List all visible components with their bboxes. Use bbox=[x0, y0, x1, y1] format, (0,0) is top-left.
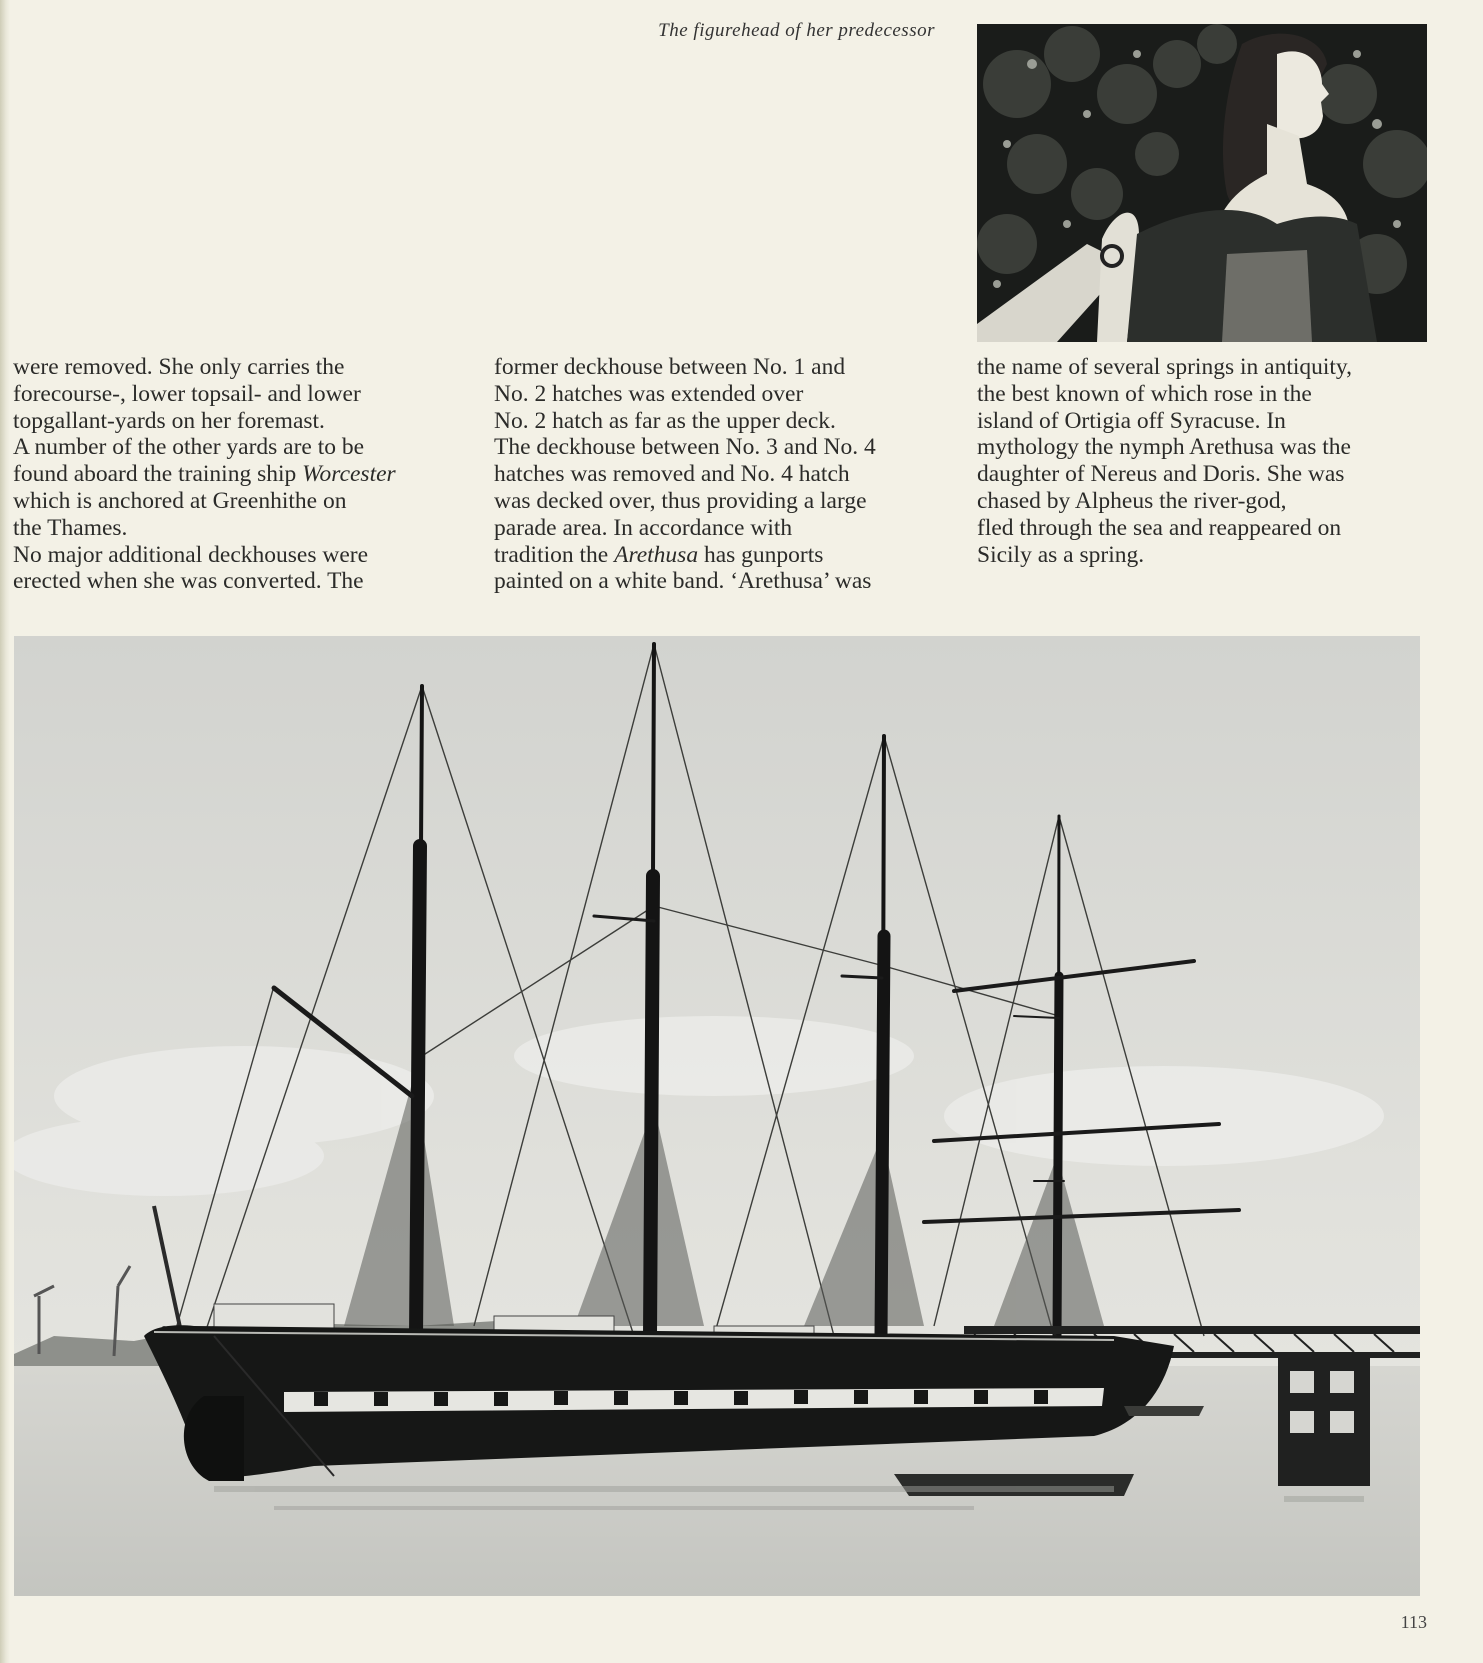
text-line: erected when she was converted. The bbox=[13, 568, 364, 595]
text-line: parade area. In accordance with bbox=[494, 514, 793, 541]
text-column-3 bbox=[977, 354, 1437, 568]
text-line: tradition the Arethusa has gunports bbox=[494, 541, 824, 568]
text-line: chased by Alpheus the river-god, bbox=[977, 487, 1287, 514]
text-line: No. 2 hatches was extended over bbox=[494, 380, 804, 407]
text-line: were removed. She only carries the bbox=[13, 354, 345, 380]
text-line: A number of the other yards are to be bbox=[13, 434, 365, 461]
text-line: the name of several springs in antiquity, bbox=[977, 354, 1353, 380]
page-number: 113 bbox=[1400, 1612, 1427, 1632]
text-line: daughter of Nereus and Doris. She was bbox=[977, 461, 1345, 488]
text-line: the best known of which rose in the bbox=[977, 380, 1312, 407]
figurehead-photo bbox=[977, 24, 1427, 342]
text-line: was decked over, thus providing a large bbox=[494, 487, 867, 514]
text-line: found aboard the training ship Worcester bbox=[13, 461, 396, 488]
text-line: mythology the nymph Arethusa was the bbox=[977, 434, 1351, 461]
text-line: topgallant-yards on her foremast. bbox=[13, 407, 325, 434]
text-line: which is anchored at Greenhithe on bbox=[13, 487, 347, 514]
text-line: No. 2 hatch as far as the upper deck. bbox=[494, 407, 836, 434]
text-line: painted on a white band. ‘Arethusa’ was bbox=[494, 568, 872, 595]
text-line: hatches was removed and No. 4 hatch bbox=[494, 461, 850, 488]
text-column-1 bbox=[13, 354, 463, 595]
text-line: fled through the sea and reappeared on bbox=[977, 514, 1342, 541]
text-column-2 bbox=[494, 354, 944, 595]
ship-arethusa-photo bbox=[14, 636, 1420, 1596]
text-line: island of Ortigia off Syracuse. In bbox=[977, 407, 1286, 434]
text-line: The deckhouse between No. 3 and No. 4 bbox=[494, 434, 876, 461]
figurehead-caption: The figurehead of her predecessor bbox=[658, 20, 935, 41]
text-line: Sicily as a spring. bbox=[977, 541, 1145, 568]
text-line: forecourse-, lower topsail- and lower bbox=[13, 380, 361, 407]
text-line: the Thames. bbox=[13, 514, 128, 541]
page-gutter-shadow bbox=[0, 0, 10, 1663]
text-line: former deckhouse between No. 1 and bbox=[494, 354, 846, 380]
text-line: No major additional deckhouses were bbox=[13, 541, 369, 568]
